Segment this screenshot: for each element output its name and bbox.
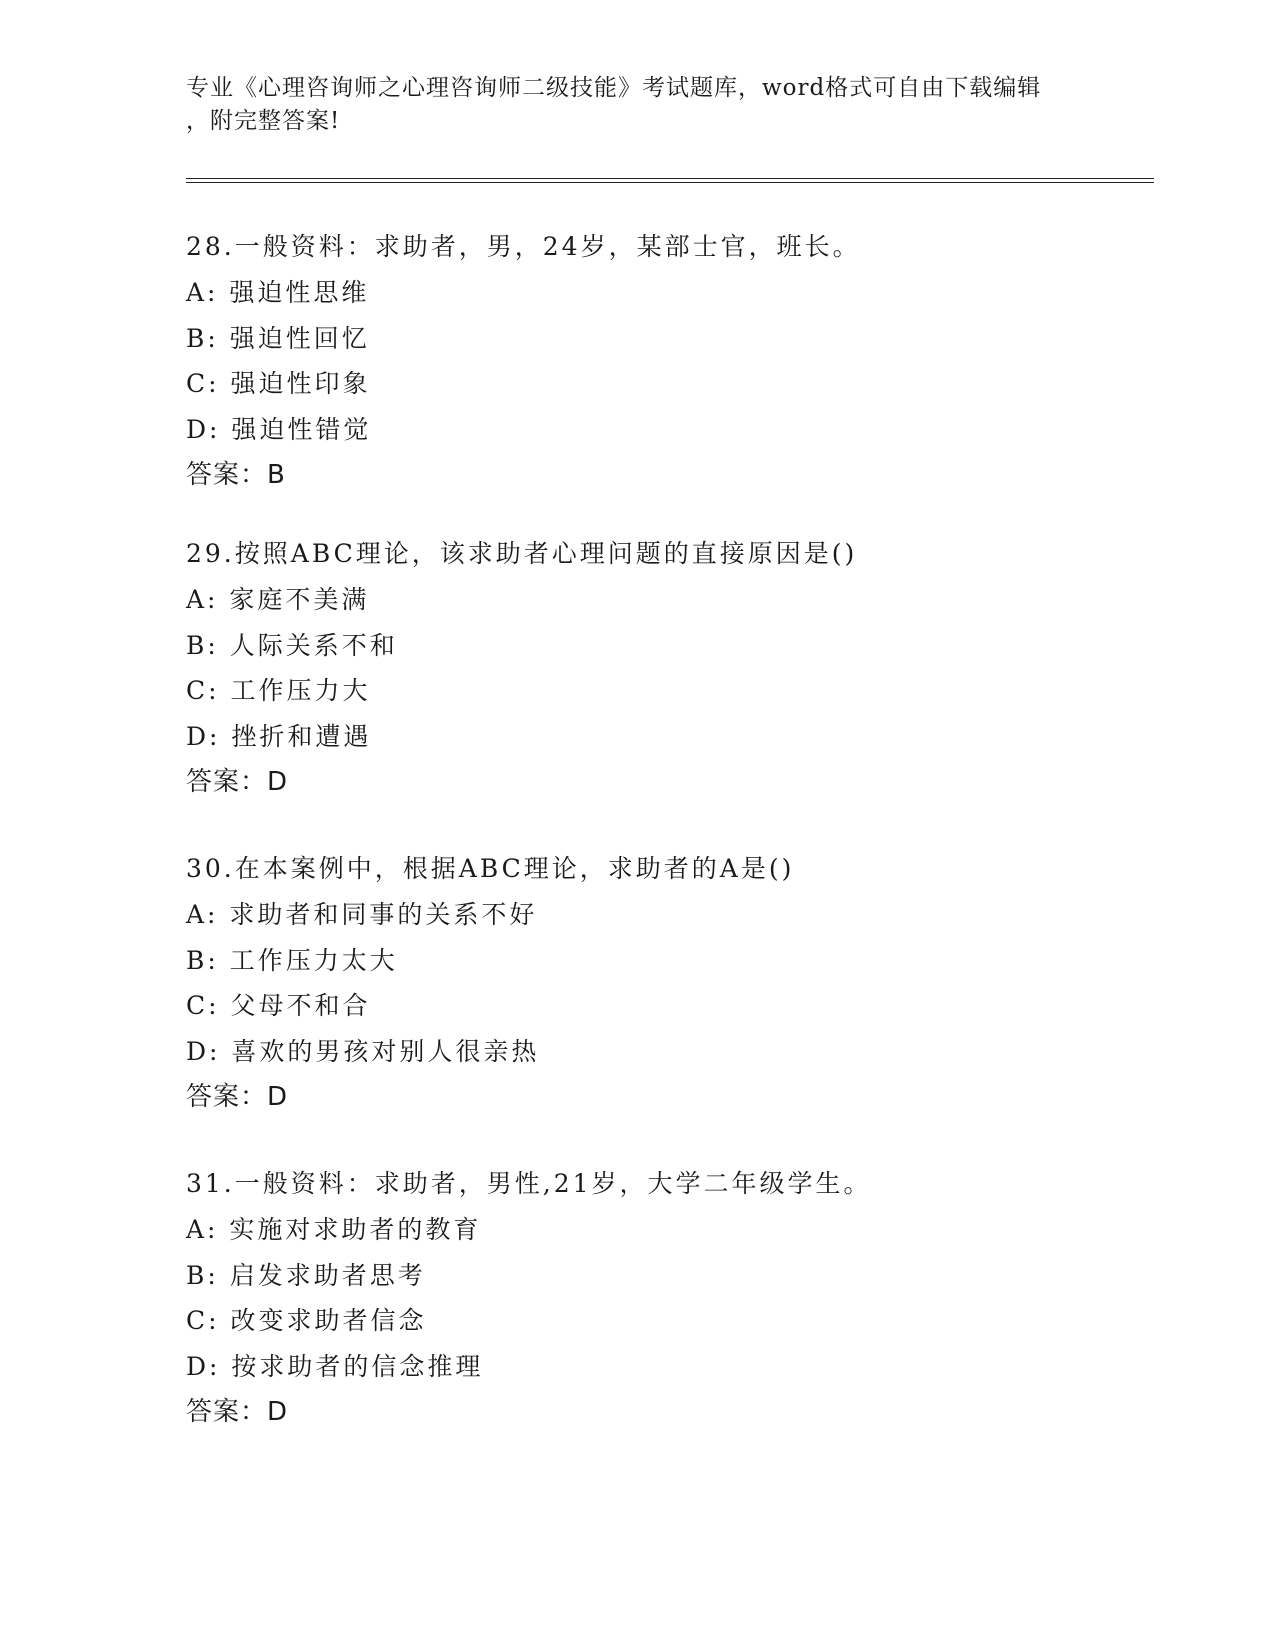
- option-a: A: 家庭不美满: [186, 585, 370, 614]
- option-b: B: 强迫性回忆: [186, 323, 370, 353]
- option-a: A: 实施对求助者的教育: [186, 1215, 482, 1244]
- answer-line: 答案：D: [186, 1397, 289, 1427]
- option-list: [186, 270, 1154, 452]
- question-title: 29.按照ABC理论，该求助者心理问题的直接原因是(): [186, 539, 858, 568]
- header-line-2: ，附完整答案!: [186, 108, 341, 134]
- option-b: B: 启发求助者思考: [186, 1260, 426, 1290]
- option-b: B: 工作压力太大: [186, 945, 398, 975]
- option-d: D: 喜欢的男孩对别人很亲热: [186, 1036, 540, 1066]
- option-c: C: 工作压力大: [186, 676, 371, 705]
- answer-line: 答案：B: [186, 460, 286, 490]
- document-page: [186, 0, 1154, 1650]
- question-29: [186, 531, 1154, 805]
- question-28: [186, 224, 1154, 498]
- question-title: 28.一般资料：求助者，男，24岁，某部士官，班长。: [186, 232, 861, 261]
- answer-line: 答案：D: [186, 1082, 289, 1112]
- question-title: 30.在本案例中，根据ABC理论，求助者的A是(): [186, 854, 795, 883]
- document-header: [186, 72, 1086, 138]
- header-line-1: 专业《心理咨询师之心理咨询师二级技能》考试题库，word格式可自由下载编辑: [186, 75, 1042, 101]
- header-divider: [186, 178, 1154, 183]
- option-d: D: 强迫性错觉: [186, 414, 372, 444]
- question-31: [186, 1161, 1154, 1435]
- question-30: [186, 846, 1154, 1120]
- option-a: A: 求助者和同事的关系不好: [186, 900, 538, 929]
- option-b: B: 人际关系不和: [186, 630, 398, 660]
- option-list: [186, 577, 1154, 759]
- option-d: D: 挫折和遭遇: [186, 721, 372, 751]
- option-list: [186, 1207, 1154, 1389]
- option-list: [186, 892, 1154, 1074]
- answer-line: 答案：D: [186, 767, 289, 797]
- option-c: C: 父母不和合: [186, 991, 371, 1020]
- option-d: D: 按求助者的信念推理: [186, 1351, 484, 1381]
- option-a: A: 强迫性思维: [186, 278, 370, 307]
- option-c: C: 改变求助者信念: [186, 1306, 427, 1335]
- question-title: 31.一般资料：求助者，男性,21岁，大学二年级学生。: [186, 1169, 872, 1198]
- option-c: C: 强迫性印象: [186, 369, 371, 398]
